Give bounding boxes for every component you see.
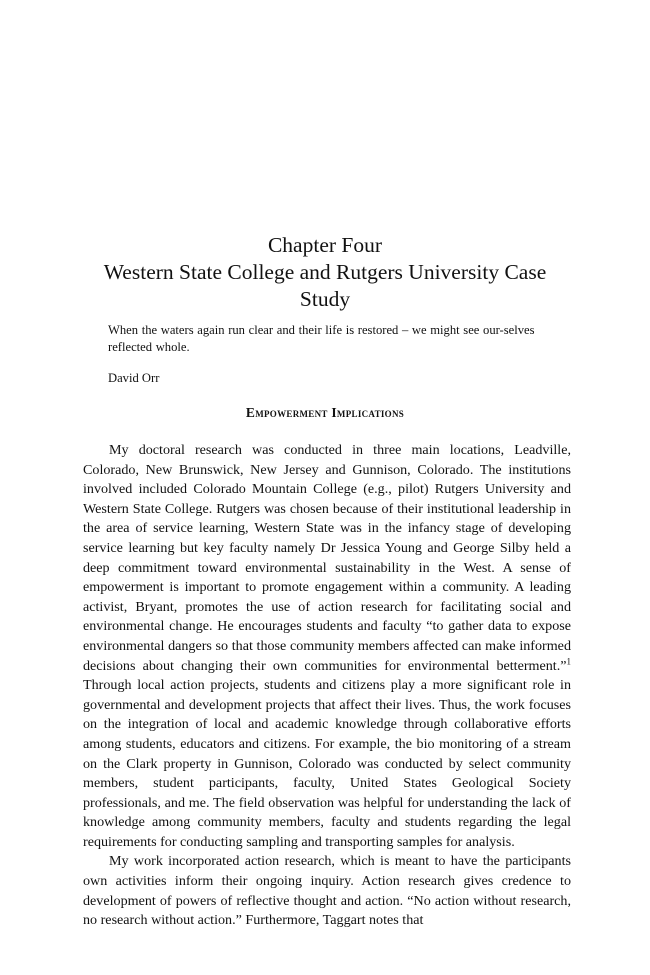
epigraph-author: David Orr	[108, 371, 160, 385]
paragraph-text: My doctoral research was conducted in three main locations, Leadville, Colorado, New Brunswick, New Jersey and Gunnison, Colorado. The institutions involved included Colorado Mountain College (e.g., pilot) Rutgers University and Western State College. Rutgers was chosen because of their institutional leadership in the area of service learning, Western State was in the infancy stage of developing service learning but key faculty namely Dr Jessica Young and George Silby held a deep commitment toward environmental sustainability in the West. A sense of empowerment is important to promote engagement within a community. A leading activist, Bryant, promotes the use of action research for facilitating social and environmental change. He encourages students and faculty “to gather data to expose environmental dangers so that those community members affected can make informed decisions about changing their own communities for environmental betterment.”	[83, 442, 571, 674]
body-paragraph: My work incorporated action research, which is meant to have the participants own activities inform their ongoing inquiry. Action research gives credence to development of powers of reflective thought and action. “No action without research, no research without action.” Furthermore, Taggart notes that	[83, 853, 571, 929]
chapter-title-line: Study	[299, 287, 351, 311]
chapter-title	[90, 232, 560, 313]
body-text	[83, 441, 571, 931]
body-paragraph	[83, 441, 571, 852]
paragraph-text: Through local action projects, students and citizens play a more significant role in governmental and development projects that affect their lives. Thus, the work focuses on the integration of local and academic knowledge through collaborative efforts among students, educators and citizens. For example, the bio monitoring of a stream on the Clark property in Gunnison, Colorado was conducted by select community members, student participants, faculty, United States Geological Society professionals, and me. The field observation was helpful for understanding the lack of knowledge among community members, faculty and students regarding the legal requirements for conducting sampling and transporting samples for analysis.	[83, 677, 571, 850]
section-heading: Empowerment Implications	[245, 405, 405, 420]
chapter-number: Chapter Four	[267, 233, 383, 257]
epigraph-quote: When the waters again run clear and their life is restored – we might see our-selves reflected whole.	[108, 323, 535, 354]
footnote-marker: 1	[566, 655, 571, 666]
chapter-title-line: Western State College and Rutgers University Case	[103, 260, 547, 284]
